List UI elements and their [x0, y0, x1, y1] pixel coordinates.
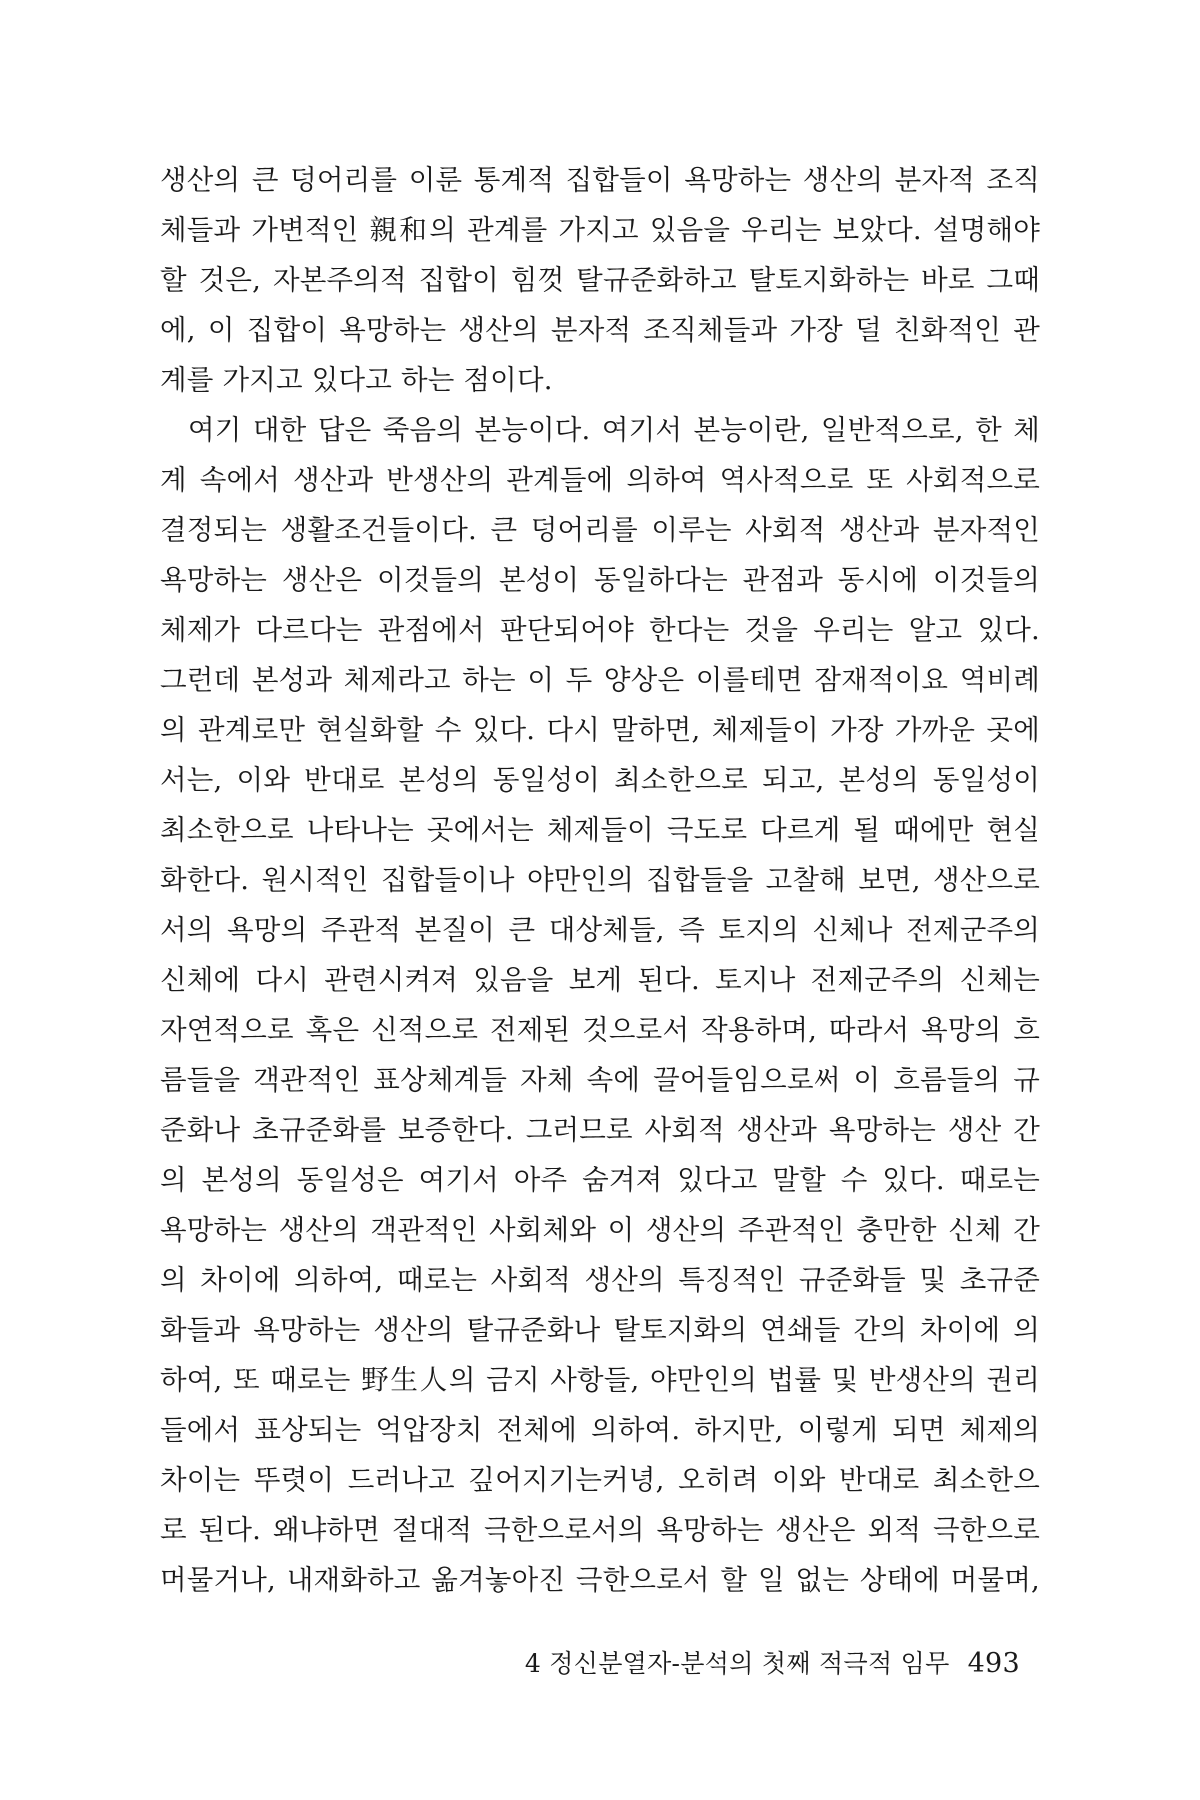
- text-line: 자연적으로 혹은 신적으로 전제된 것으로서 작용하며, 따라서 욕망의 흐: [160, 1014, 1040, 1046]
- text-line: 에, 이 집합이 욕망하는 생산의 분자적 조직체들과 가장 덜 친화적인 관: [160, 314, 1040, 346]
- text-line: 화들과 욕망하는 생산의 탈규준화나 탈토지화의 연쇄들 간의 차이에 의: [160, 1314, 1040, 1346]
- page-footer: [525, 1646, 1020, 1682]
- text-line: 하여, 또 때로는 野生人의 금지 사항들, 야만인의 법률 및 반생산의 권리: [160, 1364, 1040, 1396]
- text-line: 체들과 가변적인 親和의 관계를 가지고 있음을 우리는 보았다. 설명해야: [160, 214, 1040, 246]
- text-line: 그런데 본성과 체제라고 하는 이 두 양상은 이를테면 잠재적이요 역비례: [160, 664, 1040, 696]
- text-line: 의 관계로만 현실화할 수 있다. 다시 말하면, 체제들이 가장 가까운 곳에: [160, 714, 1040, 746]
- text-line: 욕망하는 생산의 객관적인 사회체와 이 생산의 주관적인 충만한 신체 간: [160, 1214, 1040, 1246]
- text-line: 신체에 다시 관련시켜져 있음을 보게 된다. 토지나 전제군주의 신체는: [160, 964, 1040, 996]
- text-line: 계 속에서 생산과 반생산의 관계들에 의하여 역사적으로 또 사회적으로: [160, 464, 1040, 496]
- text-line: 생산의 큰 덩어리를 이룬 통계적 집합들이 욕망하는 생산의 분자적 조직: [160, 164, 1040, 196]
- text-line: 결정되는 생활조건들이다. 큰 덩어리를 이루는 사회적 생산과 분자적인: [160, 514, 1040, 546]
- text-line: 서의 욕망의 주관적 본질이 큰 대상체들, 즉 토지의 신체나 전제군주의: [160, 914, 1040, 946]
- paragraph-1: [160, 155, 1040, 405]
- text-line: 준화나 초규준화를 보증한다. 그러므로 사회적 생산과 욕망하는 생산 간: [160, 1114, 1040, 1146]
- text-line: 할 것은, 자본주의적 집합이 힘껏 탈규준화하고 탈토지화하는 바로 그때: [160, 264, 1040, 296]
- text-line: 름들을 객관적인 표상체계들 자체 속에 끌어들임으로써 이 흐름들의 규: [160, 1064, 1040, 1096]
- text-line: 머물거나, 내재화하고 옮겨놓아진 극한으로서 할 일 없는 상태에 머물며,: [160, 1564, 1040, 1596]
- text-line: 계를 가지고 있다고 하는 점이다.: [160, 364, 553, 396]
- page-number: 493: [967, 1648, 1020, 1679]
- text-line: 서는, 이와 반대로 본성의 동일성이 최소한으로 되고, 본성의 동일성이: [160, 764, 1040, 796]
- text-line: 로 된다. 왜냐하면 절대적 극한으로서의 욕망하는 생산은 외적 극한으로: [160, 1514, 1040, 1546]
- body-text: [160, 155, 1040, 1605]
- running-head: 4 정신분열자-분석의 첫째 적극적 임무: [524, 1649, 950, 1678]
- text-line: 화한다. 원시적인 집합들이나 야만인의 집합들을 고찰해 보면, 생산으로: [160, 864, 1040, 896]
- text-line: 들에서 표상되는 억압장치 전체에 의하여. 하지만, 이렇게 되면 체제의: [160, 1414, 1040, 1446]
- text-line: 여기 대한 답은 죽음의 본능이다. 여기서 본능이란, 일반적으로, 한 체: [188, 414, 1040, 446]
- text-line: 최소한으로 나타나는 곳에서는 체제들이 극도로 다르게 될 때에만 현실: [160, 814, 1040, 846]
- text-line: 차이는 뚜렷이 드러나고 깊어지기는커녕, 오히려 이와 반대로 최소한으: [160, 1464, 1040, 1496]
- paragraph-2: [160, 405, 1040, 1605]
- text-line: 욕망하는 생산은 이것들의 본성이 동일하다는 관점과 동시에 이것들의: [160, 564, 1040, 596]
- text-line: 의 본성의 동일성은 여기서 아주 숨겨져 있다고 말할 수 있다. 때로는: [160, 1164, 1040, 1196]
- text-line: 체제가 다르다는 관점에서 판단되어야 한다는 것을 우리는 알고 있다.: [160, 614, 1040, 646]
- text-line: 의 차이에 의하여, 때로는 사회적 생산의 특징적인 규준화들 및 초규준: [160, 1264, 1040, 1296]
